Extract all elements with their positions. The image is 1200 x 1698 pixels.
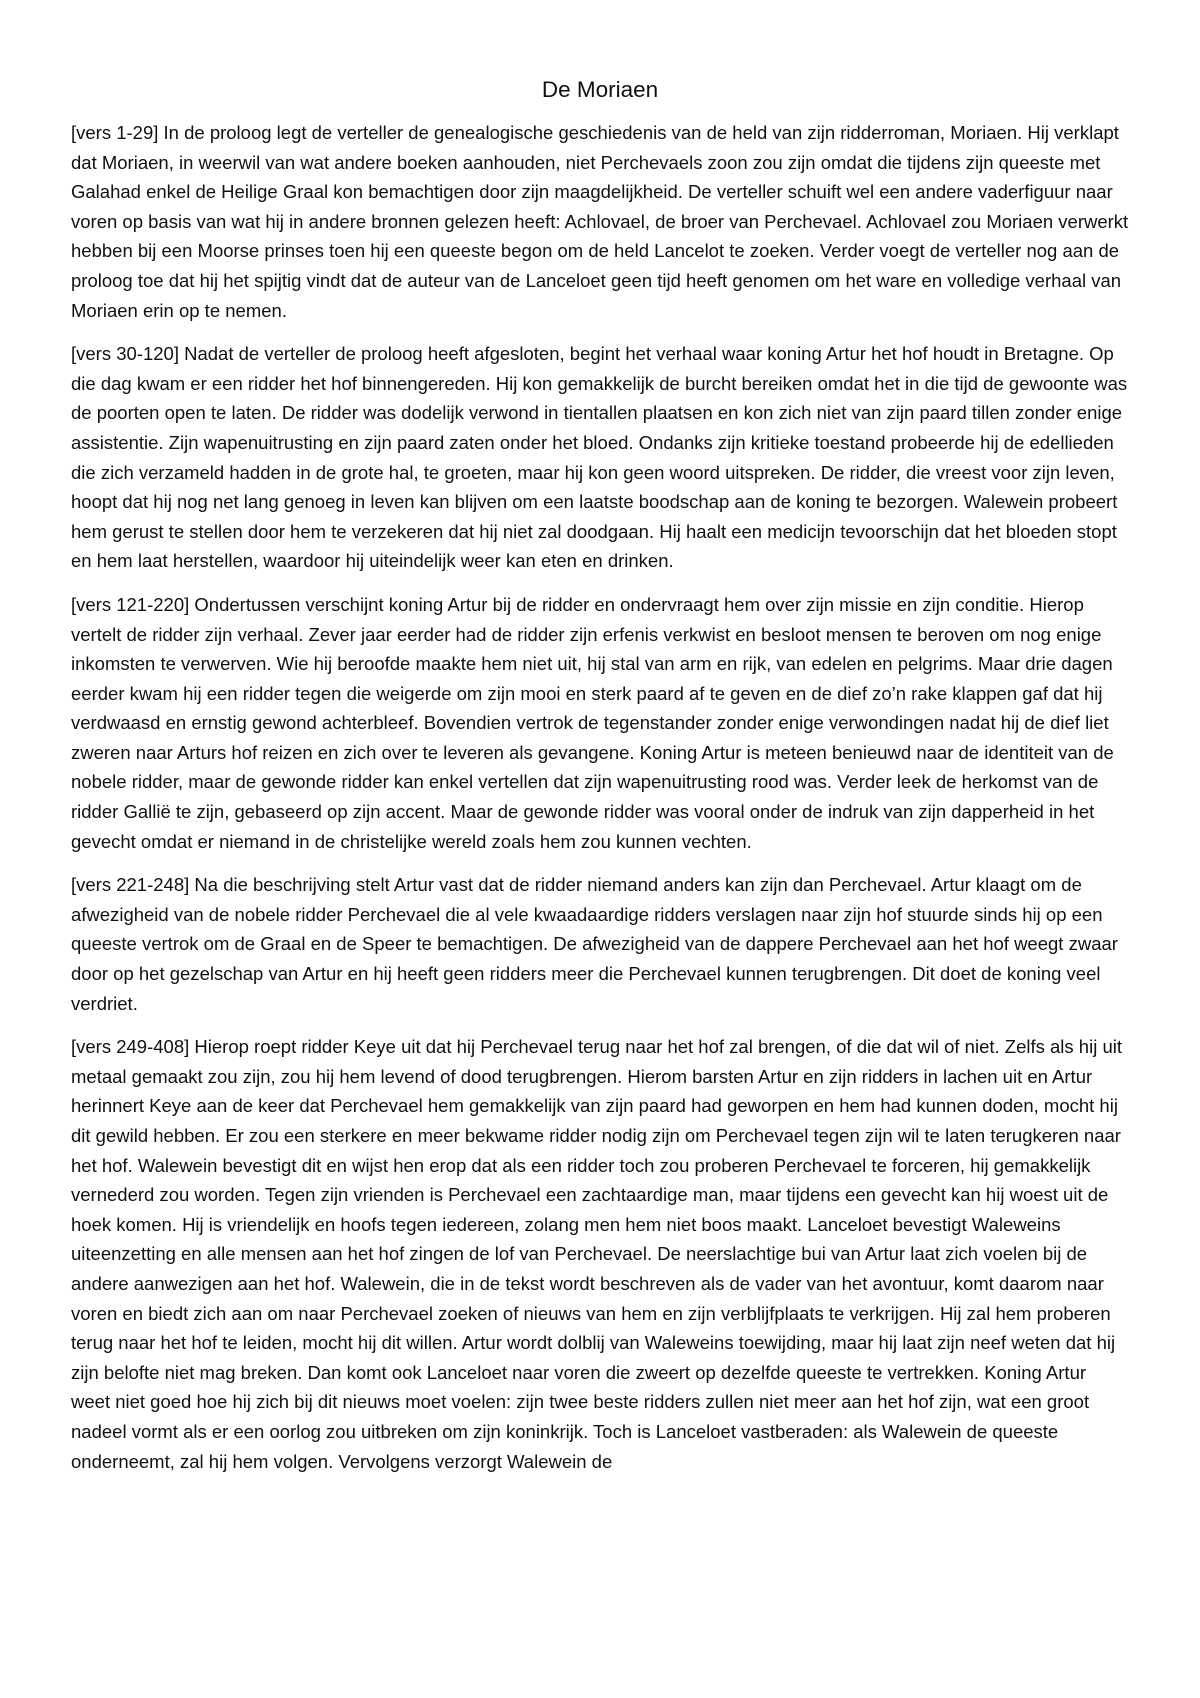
document-page [71,74,1129,1490]
paragraph-vers-249-408: [vers 249-408] Hierop roept ridder Keye uit dat hij Perchevael terug naar het hof zal brengen, of die dat wil of niet. Zelfs als hij uit metaal gemaakt zou zijn, zou hij hem levend of dood terugbrengen. Hierom barsten Artur en zijn ridders in lachen uit en Artur herinnert Keye aan de keer dat Perchevael hem gemakkelijk van zijn paard had geworpen en hem had kunnen doden, mocht hij dit gewild hebben. Er zou een sterkere en meer bekwame ridder nodig zijn om Perchevael tegen zijn wil te laten terugkeren naar het hof. Walewein bevestigt dit en wijst hen erop dat als een ridder toch zou proberen Perchevael te forceren, hij gemakkelijk vernederd zou worden. Tegen zijn vrienden is Perchevael een zachtaardige man, maar tijdens een gevecht kan hij woest uit de hoek komen. Hij is vriendelijk en hoofs tegen iedereen, zolang men hem niet boos maakt. Lanceloet bevestigt Waleweins uiteenzetting en alle mensen aan het hof zingen de lof van Perchevael. De neerslachtige bui van Artur laat zich voelen bij de andere aanwezigen aan het hof. Walewein, die in de tekst wordt beschreven als de vader van het avontuur, komt daarom naar voren en biedt zich aan om naar Perchevael zoeken of nieuws van hem en zijn verblijfplaats te verkrijgen. Hij zal hem proberen terug naar het hof te leiden, mocht hij dit willen. Artur wordt dolblij van Waleweins toewijding, maar hij laat zijn neef weten dat hij zijn belofte niet mag breken. Dan komt ook Lanceloet naar voren die zweert op dezelfde queeste te vertrekken. Koning Artur weet niet goed hoe hij zich bij dit nieuws moet voelen: zijn twee beste ridders zullen niet meer aan het hof zijn, wat een groot nadeel vormt als er een oorlog zou uitbreken om zijn koninkrijk. Toch is Lanceloet vastberaden: als Walewein de queeste onderneemt, zal hij hem volgen. Vervolgens verzorgt Walewein de [71,1036,1122,1472]
paragraph-vers-30-120: [vers 30-120] Nadat de verteller de proloog heeft afgesloten, begint het verhaal waar koning Artur het hof houdt in Bretagne. Op die dag kwam er een ridder het hof binnengereden. Hij kon gemakkelijk de burcht bereiken omdat het in die tijd de gewoonte was de poorten open te laten. De ridder was dodelijk verwond in tientallen plaatsen en kon zich niet van zijn paard tillen zonder enige assistentie. Zijn wapenuitrusting en zijn paard zaten onder het bloed. Ondanks zijn kritieke toestand probeerde hij de edellieden die zich verzameld hadden in de grote hal, te groeten, maar hij kon geen woord uitspreken. De ridder, die vreest voor zijn leven, hoopt dat hij nog net lang genoeg in leven kan blijven om een laatste boodschap aan de koning te bezorgen. Walewein probeert hem gerust te stellen door hem te verzekeren dat hij niet zal doodgaan. Hij haalt een medicijn tevoorschijn dat het bloeden stopt en hem laat herstellen, waardoor hij uiteindelijk weer kan eten en drinken. [71,343,1128,572]
document-title: De Moriaen [541,77,659,102]
paragraph-vers-121-220: [vers 121-220] Ondertussen verschijnt koning Artur bij de ridder en ondervraagt hem over zijn missie en zijn conditie. Hierop vertelt de ridder zijn verhaal. Zever jaar eerder had de ridder zijn erfenis verkwist en besloot mensen te beroven om nog enige inkomsten te verwerven. Wie hij beroofde maakte hem niet uit, hij stal van arm en rijk, van edelen en pelgrims. Maar drie dagen eerder kwam hij een ridder tegen die weigerde om zijn mooi en sterk paard af te geven en de dief zo’n rake klappen gaf dat hij verdwaasd en ernstig gewond achterbleef. Bovendien vertrok de tegenstander zonder enige verwondingen nadat hij de dief liet zweren naar Arturs hof reizen en zich over te leveren als gevangene. Koning Artur is meteen benieuwd naar de identiteit van de nobele ridder, maar de gewonde ridder kan enkel vertellen dat zijn wapenuitrusting rood was. Verder leek de herkomst van de ridder Gallië te zijn, gebaseerd op zijn accent. Maar de gewonde ridder was vooral onder de indruk van zijn dapperheid in het gevecht omdat er niemand in de christelijke wereld zoals hem zou kunnen vechten. [71,593,1114,852]
paragraph-vers-221-248: [vers 221-248] Na die beschrijving stelt Artur vast dat de ridder niemand anders kan zijn dan Perchevael. Artur klaagt om de afwezigheid van de nobele ridder Perchevael die al vele kwaadaardige ridders verslagen naar zijn hof stuurde sinds hij op een queeste vertrok om de Graal en de Speer te bemachtigen. De afwezigheid van de dappere Perchevael aan het hof weegt zwaar door op het gezelschap van Artur en hij heeft geen ridders meer die Perchevael kunnen terugbrengen. Dit doet de koning veel verdriet. [71,874,1118,1014]
paragraph-vers-1-29: [vers 1-29] In de proloog legt de verteller de genealogische geschiedenis van de held van zijn ridderroman, Moriaen. Hij verklapt dat Moriaen, in weerwil van wat andere boeken aanhouden, niet Perchevaels zoon zou zijn omdat die tijdens zijn queeste met Galahad enkel de Heilige Graal kon bemachtigen door zijn maagdelijkheid. De verteller schuift wel een andere vaderfiguur naar voren op basis van wat hij in andere bronnen gelezen heeft: Achlovael, de broer van Perchevael. Achlovael zou Moriaen verwerkt hebben bij een Moorse prinses toen hij een queeste begon om de held Lancelot te zoeken. Verder voegt de verteller nog aan de proloog toe dat hij het spijtig vindt dat de auteur van de Lanceloet geen tijd heeft genomen om het ware en volledige verhaal van Moriaen erin op te nemen. [71,122,1129,321]
